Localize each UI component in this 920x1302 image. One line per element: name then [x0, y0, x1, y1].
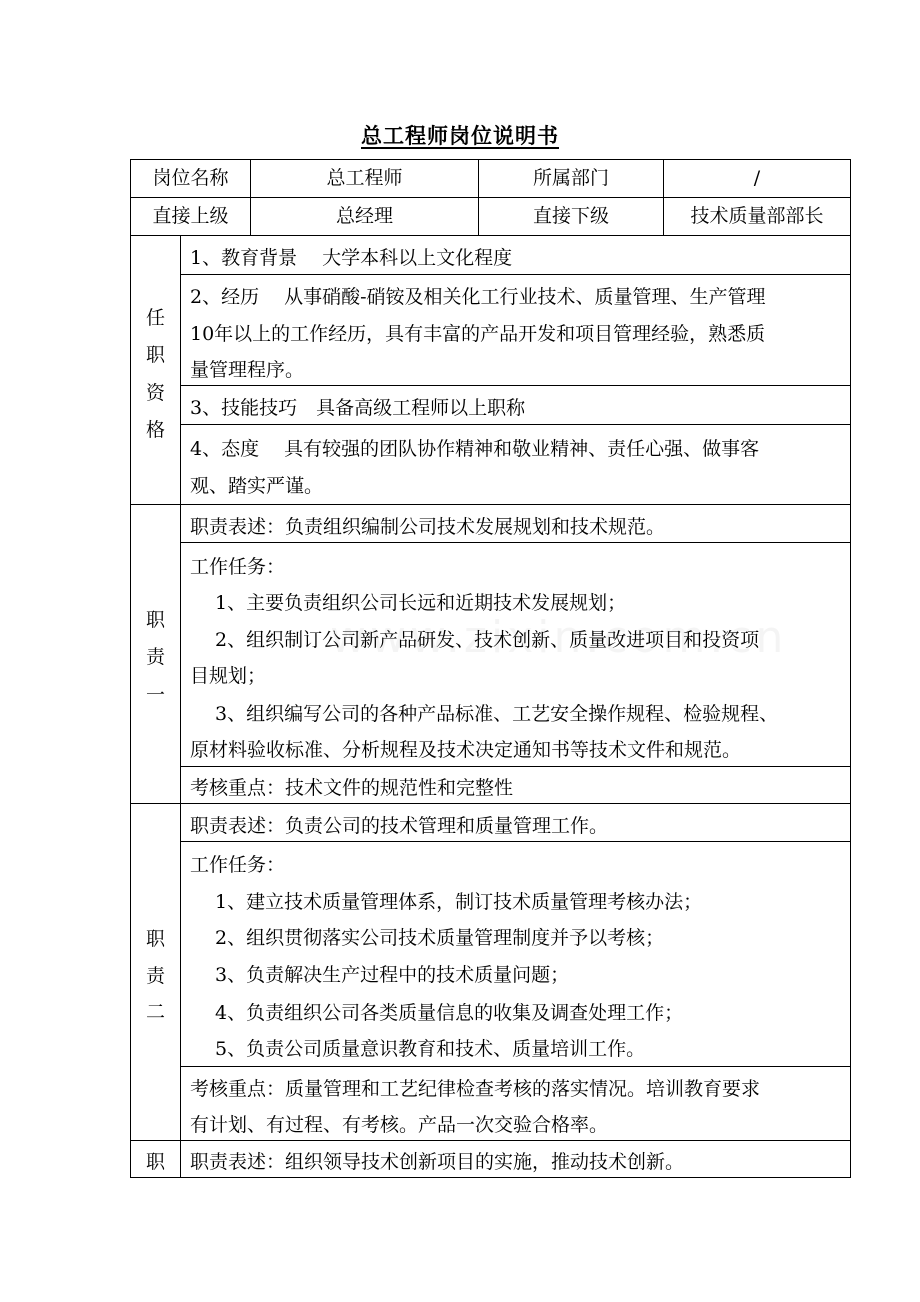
- position-value: 总工程师: [326, 167, 403, 189]
- superior-value: 总经理: [335, 205, 393, 227]
- skills-text: 3、技能技巧 具备高级工程师以上职称: [190, 397, 526, 419]
- duty3-label: 职: [145, 1151, 165, 1173]
- duty1-key-points: 考核重点：技术文件的规范性和完整性: [190, 777, 514, 799]
- dept-value: /: [753, 167, 761, 189]
- subordinate-value: 技术质量部部长: [690, 205, 824, 227]
- duty2-tasks-header: 工作任务：: [190, 854, 286, 876]
- subordinate-label: 直接下级: [532, 205, 609, 227]
- position-label: 岗位名称: [152, 167, 229, 189]
- education-text: 1、教育背景 大学本科以上文化程度: [190, 247, 513, 269]
- dept-label: 所属部门: [532, 167, 609, 189]
- duty1-statement: 职责表述：负责组织编制公司技术发展规划和技术规范。: [190, 516, 666, 538]
- duty2-statement: 职责表述：负责公司的技术管理和质量管理工作。: [190, 815, 609, 837]
- duty1-tasks-header: 工作任务：: [190, 556, 286, 578]
- superior-label: 直接上级: [152, 205, 229, 227]
- duty3-statement: 职责表述：组织领导技术创新项目的实施，推动技术创新。: [190, 1151, 685, 1173]
- page-title: 总工程师岗位说明书: [361, 124, 559, 148]
